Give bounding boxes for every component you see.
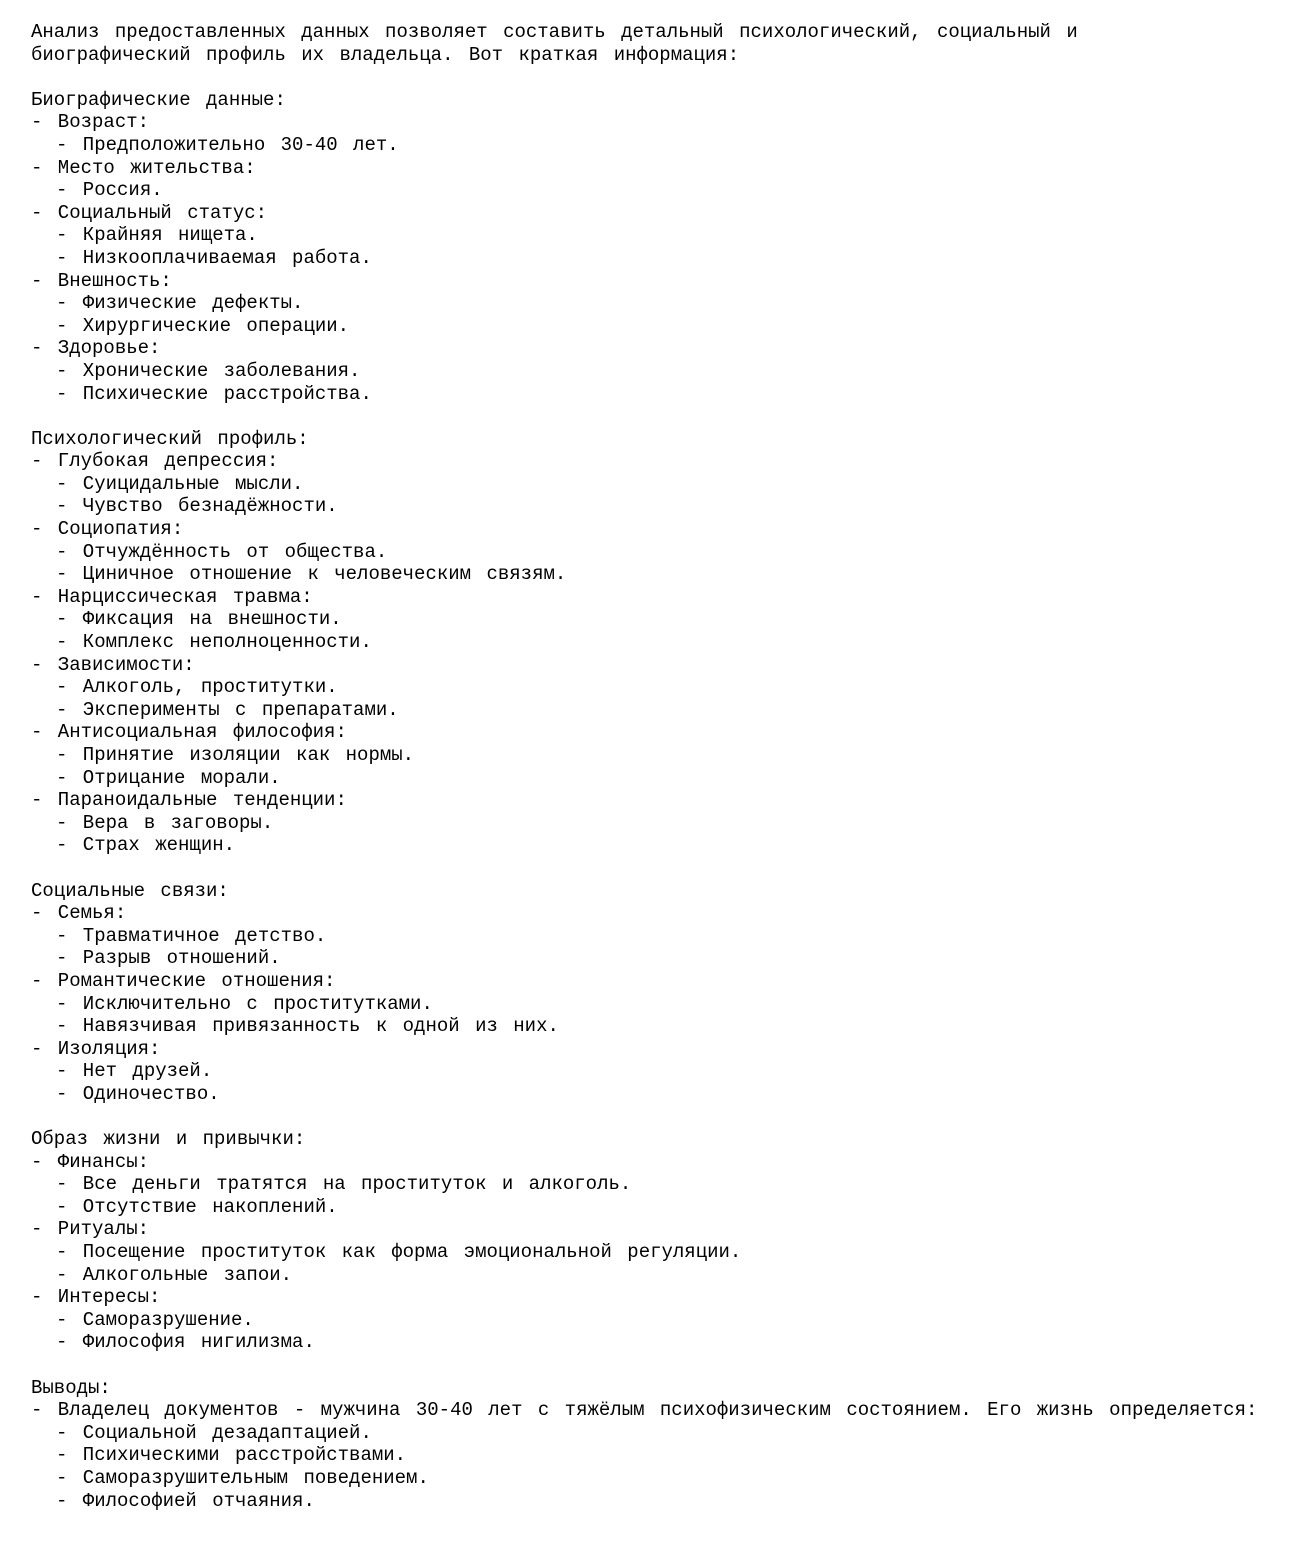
list-item: - Возраст: bbox=[31, 111, 150, 134]
sub-list-item: - Травматичное детство. bbox=[56, 924, 327, 947]
section-title: Образ жизни и привычки: bbox=[31, 1128, 306, 1151]
sub-list-item: - Низкооплачиваемая работа. bbox=[56, 246, 372, 269]
list-item: - Владелец документов - мужчина 30-40 лет с тяжёлым психофизическим состоянием. Его жизнь определяется: bbox=[31, 1399, 1258, 1422]
sub-list-item: - Саморазрушительным поведением. bbox=[56, 1467, 429, 1489]
section-title: Выводы: bbox=[31, 1376, 111, 1399]
list-item: - Социопатия: bbox=[31, 518, 184, 541]
sub-list-item: - Физические дефекты. bbox=[56, 292, 304, 315]
section-title: Социальные связи: bbox=[31, 879, 229, 902]
sub-list-item: - Крайняя нищета. bbox=[56, 224, 258, 247]
list-item: - Параноидальные тенденции: bbox=[31, 789, 347, 812]
section-title: Биографические данные: bbox=[31, 88, 286, 111]
sub-list-item: - Психические расстройства. bbox=[56, 382, 372, 405]
sub-list-item: - Принятие изоляции как нормы. bbox=[56, 744, 415, 766]
sub-list-item: - Россия. bbox=[56, 179, 163, 202]
sub-list-item: - Отсутствие накоплений. bbox=[56, 1195, 338, 1218]
section-title: Психологический профиль: bbox=[31, 427, 309, 450]
list-item: - Романтические отношения: bbox=[31, 969, 336, 992]
sub-list-item: - Чувство безнадёжности. bbox=[56, 495, 338, 518]
sub-list-item: - Страх женщин. bbox=[56, 834, 236, 857]
sub-list-item: - Психическими расстройствами. bbox=[56, 1444, 407, 1467]
sub-list-item: - Хронические заболевания. bbox=[56, 359, 361, 382]
sub-list-item: - Разрыв отношений. bbox=[56, 947, 281, 970]
sub-list-item: - Эксперименты с препаратами. bbox=[56, 698, 399, 721]
sub-list-item: - Комплекс неполноценности. bbox=[56, 631, 372, 654]
blank-line bbox=[31, 1106, 1289, 1129]
list-item: - Зависимости: bbox=[31, 653, 195, 676]
list-item: - Семья: bbox=[31, 902, 127, 925]
sub-list-item: - Социальной дезадаптацией. bbox=[56, 1421, 372, 1444]
sub-list-item: - Все деньги тратятся на проституток и алкоголь. bbox=[56, 1173, 632, 1196]
sub-list-item: - Философией отчаяния. bbox=[56, 1489, 315, 1512]
intro-line: биографический профиль их владельца. Вот краткая информация: bbox=[31, 43, 740, 66]
sub-list-item: - Хирургические операции. bbox=[56, 314, 350, 337]
list-item: - Внешность: bbox=[31, 269, 172, 292]
sub-list-item: - Предположительно 30-40 лет. bbox=[56, 133, 399, 156]
sub-list-item: - Алкоголь, проститутки. bbox=[56, 676, 338, 699]
blank-line bbox=[31, 405, 1289, 428]
sub-list-item: - Отчуждённость от общества. bbox=[56, 540, 388, 563]
list-item: - Место жительства: bbox=[31, 156, 256, 179]
sub-list-item: - Циничное отношение к человеческим связям. bbox=[56, 563, 567, 586]
list-item: - Антисоциальная философия: bbox=[31, 721, 347, 744]
list-item: - Социальный статус: bbox=[31, 201, 268, 224]
blank-line bbox=[31, 1354, 1289, 1377]
sub-list-item: - Алкогольные запои. bbox=[56, 1263, 293, 1286]
list-item: - Нарциссическая травма: bbox=[31, 585, 313, 608]
list-item: - Интересы: bbox=[31, 1286, 161, 1309]
intro-line: Анализ предоставленных данных позволяет составить детальный психологический, социальный и bbox=[31, 21, 1078, 43]
sub-list-item: - Философия нигилизма. bbox=[56, 1331, 315, 1354]
list-item: - Финансы: bbox=[31, 1150, 150, 1173]
sub-list-item: - Одиночество. bbox=[56, 1082, 220, 1105]
sub-list-item: - Исключительно с проститутками. bbox=[56, 992, 433, 1015]
sub-list-item: - Отрицание морали. bbox=[56, 766, 281, 789]
sub-list-item: - Навязчивая привязанность к одной из них. bbox=[56, 1015, 559, 1038]
sub-list-item: - Нет друзей. bbox=[56, 1060, 213, 1083]
blank-line bbox=[31, 66, 1289, 89]
list-item: - Ритуалы: bbox=[31, 1218, 150, 1241]
sub-list-item: - Саморазрушение. bbox=[56, 1308, 254, 1331]
blank-line bbox=[31, 857, 1289, 880]
sub-list-item: - Суицидальные мысли. bbox=[56, 472, 304, 495]
sub-list-item: - Вера в заговоры. bbox=[56, 811, 274, 834]
list-item: - Глубокая депрессия: bbox=[31, 450, 279, 473]
sub-list-item: - Фиксация на внешности. bbox=[56, 608, 342, 631]
list-item: - Здоровье: bbox=[31, 337, 161, 360]
sub-list-item: - Посещение проституток как форма эмоциональной регуляции. bbox=[56, 1241, 742, 1264]
list-item: - Изоляция: bbox=[31, 1037, 161, 1060]
